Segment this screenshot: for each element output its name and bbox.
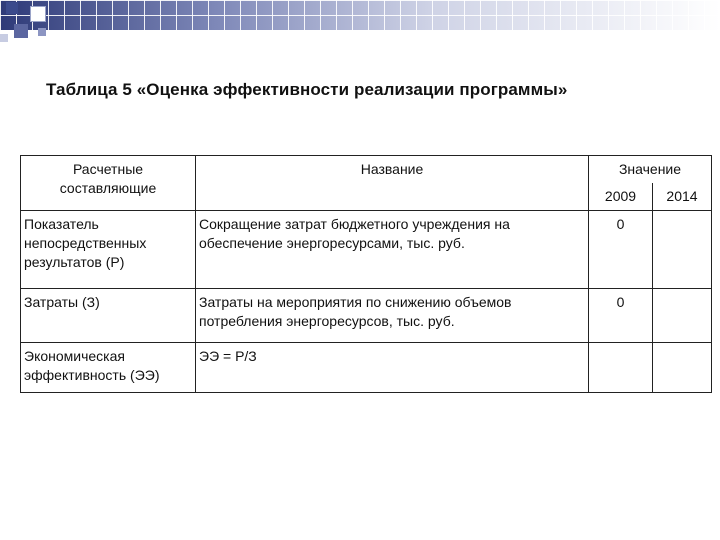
table-row — [21, 211, 712, 289]
row-value-2014 — [653, 211, 712, 289]
header-components: Расчетные составляющие — [21, 156, 196, 211]
decorative-squares — [0, 0, 60, 46]
decorative-grid — [0, 0, 720, 30]
decorative-square — [30, 6, 46, 22]
efficiency-table — [20, 155, 712, 393]
header-year-2014: 2014 — [653, 183, 712, 211]
row-value-2009: 0 — [589, 211, 653, 289]
header-name: Название — [196, 156, 589, 211]
decorative-square — [6, 2, 18, 14]
row-name: Сокращение затрат бюджетного учреждения на обеспечение энергоресурсами, тыс. руб. — [196, 211, 589, 289]
row-component: Затраты (З) — [21, 289, 196, 343]
table-row — [21, 343, 712, 393]
table-header-row — [21, 156, 712, 184]
decorative-square — [0, 34, 8, 42]
table-row — [21, 289, 712, 343]
decorative-top-band — [0, 0, 720, 30]
header-year-2009: 2009 — [589, 183, 653, 211]
row-value-2009: 0 — [589, 289, 653, 343]
slide-title: Таблица 5 «Оценка эффективности реализации программы» — [46, 80, 568, 99]
header-value: Значение — [589, 156, 712, 184]
row-name: ЭЭ = Р/З — [196, 343, 589, 393]
row-value-2014 — [653, 289, 712, 343]
decorative-square — [14, 24, 28, 38]
decorative-square — [38, 28, 46, 36]
row-value-2009 — [589, 343, 653, 393]
row-component: Показатель непосредственных результатов (Р) — [21, 211, 196, 289]
row-value-2014 — [653, 343, 712, 393]
row-component: Экономическая эффективность (ЭЭ) — [21, 343, 196, 393]
row-name: Затраты на мероприятия по снижению объемов потребления энергоресурсов, тыс. руб. — [196, 289, 589, 343]
